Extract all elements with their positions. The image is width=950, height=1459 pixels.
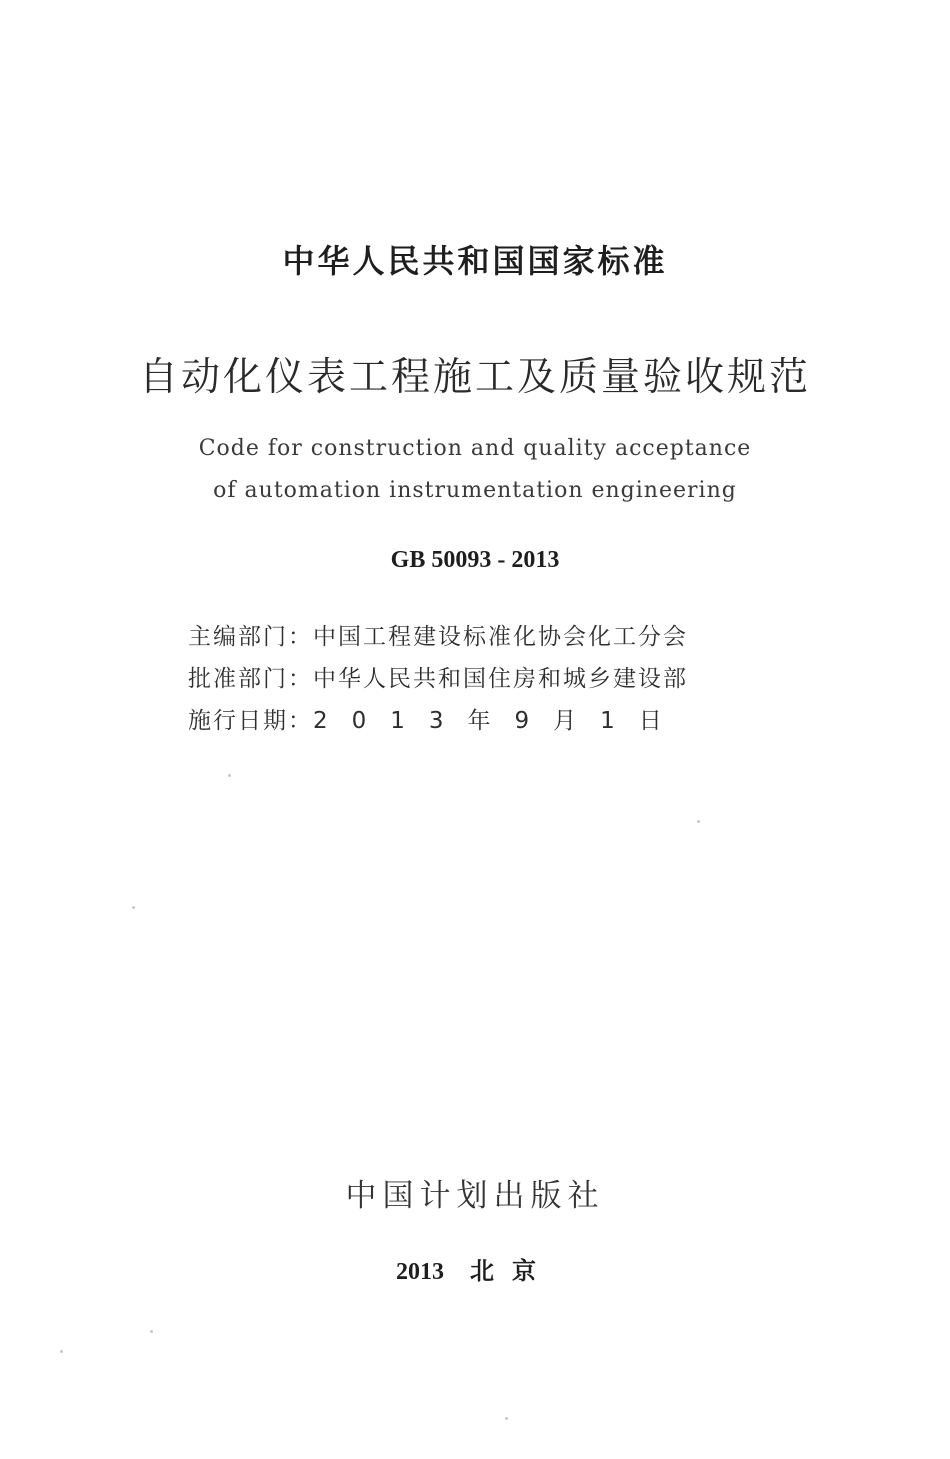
- publication-year: 2013: [396, 1259, 444, 1285]
- meta-value: 2013年9月1日: [313, 708, 686, 734]
- scan-speck: [150, 1330, 153, 1333]
- meta-editor-department: [188, 618, 748, 651]
- publication-city: 北京: [470, 1257, 554, 1285]
- title-chinese: 自动化仪表工程施工及质量验收规范: [138, 355, 811, 400]
- meta-value: 中国工程建设标准化协会化工分会: [313, 624, 688, 650]
- meta-effective-date: [188, 702, 748, 735]
- standard-series: 中华人民共和国国家标准: [282, 242, 668, 280]
- scan-speck: [697, 820, 700, 823]
- title-english-line-2: of automation instrumentation engineering: [213, 478, 737, 503]
- meta-label: 施行日期：: [188, 708, 313, 734]
- title-english-line-1: Code for construction and quality acceptance: [198, 436, 752, 461]
- publisher: 中国计划出版社: [345, 1178, 605, 1214]
- scan-speck: [60, 1350, 63, 1353]
- standard-code: GB 50093 - 2013: [390, 547, 560, 573]
- scan-speck: [505, 1417, 508, 1420]
- meta-label: 主编部门：: [188, 624, 313, 650]
- scan-speck: [132, 906, 135, 909]
- meta-label: 批准部门：: [188, 666, 313, 692]
- meta-value: 中华人民共和国住房和城乡建设部: [313, 666, 688, 692]
- scan-speck: [228, 774, 231, 777]
- publication-place: [0, 1251, 950, 1286]
- meta-approval-department: [188, 660, 748, 693]
